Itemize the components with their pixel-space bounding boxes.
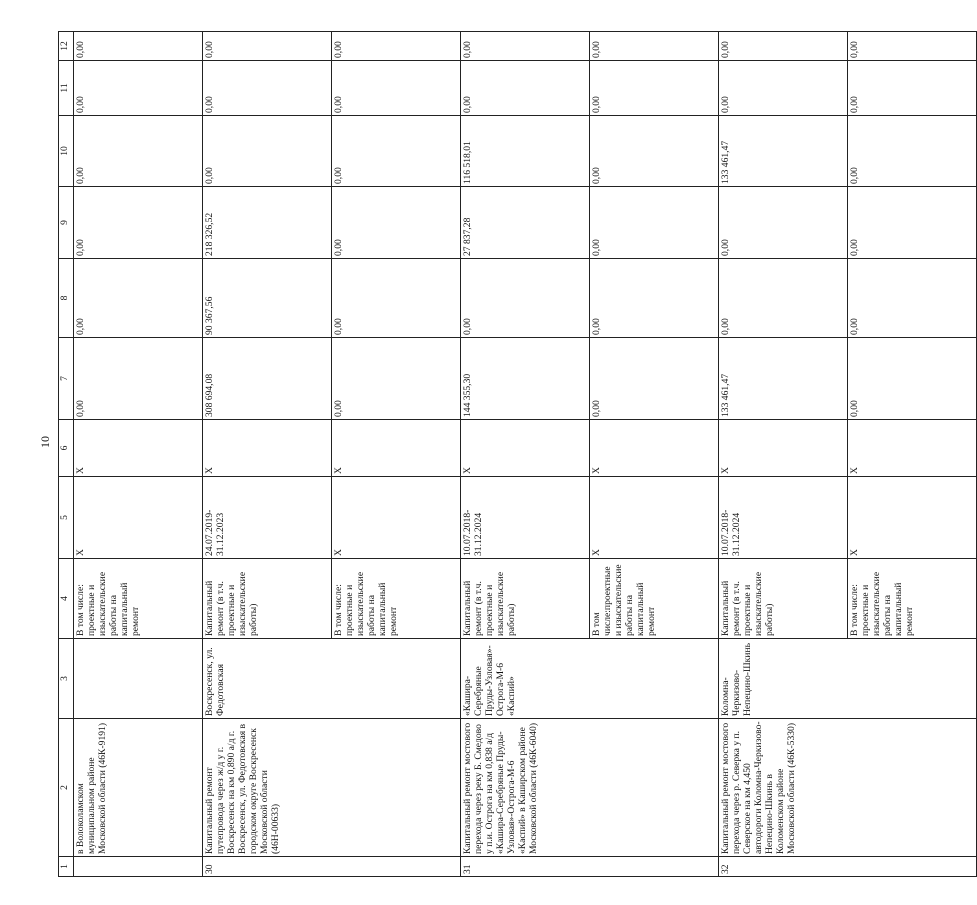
value-cell: 0,00: [74, 259, 203, 338]
value-cell: 0,00: [74, 187, 203, 259]
rotated-table-container: [58, 32, 915, 877]
header-cell: 10: [59, 116, 74, 187]
work-type-cell: В том числе: проектные и изыскательские работы на капитальный ремонт: [848, 559, 977, 639]
value-cell: 90 367,56: [203, 259, 332, 338]
header-cell: 3: [59, 639, 74, 719]
row-number-cell: 32: [719, 857, 977, 877]
table-row: [74, 32, 203, 877]
period-cell: X: [848, 477, 977, 559]
object-name-cell: Капитальный ремонт мостового перехода через реку Б. Смедово у п.и. Острога на км 0,838 а/д «Кашира-Серебряные Пруды-Узловая»-Острога-М-6 «Каспий» в Каширском районе Московской области (46К-6040): [461, 719, 719, 857]
page-number: 10: [38, 436, 52, 448]
value-cell: 0,00: [74, 116, 203, 187]
table-row: [203, 32, 332, 877]
value-cell: 0,00: [590, 259, 719, 338]
address-cell: [74, 639, 203, 719]
value-cell: 0,00: [461, 32, 590, 61]
header-cell: 4: [59, 559, 74, 639]
object-name-cell: Капитальный ремонт путепровода через ж/д у г. Воскресенск на км 0,890 а/д г. Воскресенск, ул. Федотовская в городском округе Воскресенск Московской области (46Н-00633): [203, 719, 461, 857]
work-type-cell: В том числе: проектные и изыскательские работы на капитальный ремонт: [332, 559, 461, 639]
table-row: [461, 32, 590, 877]
value-cell: 0,00: [590, 61, 719, 116]
value-cell: 0,00: [590, 338, 719, 420]
value-cell: 0,00: [74, 32, 203, 61]
work-type-cell: В том числе:проектные и изыскательские работы на капитальный ремонт: [590, 559, 719, 639]
value-cell: 0,00: [332, 187, 461, 259]
work-type-cell: Капитальный ремонт (в т.ч. проектные и изыскательские работы): [719, 559, 848, 639]
value-cell: 0,00: [332, 32, 461, 61]
value-cell: X: [203, 420, 332, 477]
value-cell: 27 837,28: [461, 187, 590, 259]
value-cell: 0,00: [203, 116, 332, 187]
header-cell: 6: [59, 420, 74, 477]
value-cell: 0,00: [848, 338, 977, 420]
row-number-cell: [74, 857, 203, 877]
work-type-cell: Капитальный ремонт (в т.ч. проектные и изыскательские работы): [461, 559, 590, 639]
value-cell: 0,00: [590, 116, 719, 187]
financing-table: [58, 31, 977, 877]
object-name-cell: в Волоколамском муниципальном районе Московской области (46К-9191): [74, 719, 203, 857]
value-cell: 0,00: [590, 187, 719, 259]
header-cell: 9: [59, 187, 74, 259]
value-cell: 0,00: [590, 32, 719, 61]
period-cell: X: [332, 477, 461, 559]
row-number-cell: 31: [461, 857, 719, 877]
value-cell: 218 326,52: [203, 187, 332, 259]
value-cell: 0,00: [719, 187, 848, 259]
value-cell: 0,00: [332, 338, 461, 420]
header-cell: 1: [59, 857, 74, 877]
value-cell: X: [719, 420, 848, 477]
value-cell: 144 355,30: [461, 338, 590, 420]
value-cell: X: [848, 420, 977, 477]
value-cell: 0,00: [848, 32, 977, 61]
value-cell: 133 461,47: [719, 338, 848, 420]
value-cell: 0,00: [848, 116, 977, 187]
value-cell: X: [461, 420, 590, 477]
value-cell: 0,00: [719, 32, 848, 61]
address-cell: Коломна-Черкизово-Непецино-Шкинь: [719, 639, 977, 719]
work-type-cell: Капитальный ремонт (в т.ч. проектные и изыскательские работы): [203, 559, 332, 639]
object-name-cell: Капитальный ремонт мостового перехода через р. Северка у п. Северское на км 4,450 автодороги Коломна-Черкизово-Непецино-Шкинь в Коломенском районе Московской области (46К-5330): [719, 719, 977, 857]
value-cell: 0,00: [332, 116, 461, 187]
header-cell: 12: [59, 32, 74, 61]
address-cell: «Кашира-Серебряные Пруды-Узловая»-Острога-М-6 «Каспий»: [461, 639, 719, 719]
row-number-cell: 30: [203, 857, 461, 877]
value-cell: 0,00: [332, 61, 461, 116]
value-cell: 308 694,08: [203, 338, 332, 420]
value-cell: 0,00: [332, 259, 461, 338]
value-cell: 0,00: [203, 32, 332, 61]
table-row: [719, 32, 848, 877]
period-cell: 10.07.2018-31.12.2024: [461, 477, 590, 559]
header-row: [59, 32, 74, 877]
value-cell: 0,00: [203, 61, 332, 116]
value-cell: 0,00: [719, 259, 848, 338]
value-cell: 0,00: [848, 187, 977, 259]
header-cell: 8: [59, 259, 74, 338]
period-cell: 10.07.2018-31.12.2024: [719, 477, 848, 559]
value-cell: 116 518,01: [461, 116, 590, 187]
address-cell: Воскресенск, ул. Федотовская: [203, 639, 461, 719]
value-cell: 0,00: [74, 61, 203, 116]
header-cell: 7: [59, 338, 74, 420]
value-cell: X: [332, 420, 461, 477]
period-cell: X: [590, 477, 719, 559]
work-type-cell: В том числе: проектные и изыскательские работы на капитальный ремонт: [74, 559, 203, 639]
header-cell: 5: [59, 477, 74, 559]
value-cell: 0,00: [848, 259, 977, 338]
value-cell: 0,00: [719, 61, 848, 116]
period-cell: X: [74, 477, 203, 559]
value-cell: 0,00: [74, 338, 203, 420]
period-cell: 24.07.2019-31.12.2023: [203, 477, 332, 559]
value-cell: 133 461,47: [719, 116, 848, 187]
value-cell: 0,00: [461, 259, 590, 338]
header-cell: 11: [59, 61, 74, 116]
value-cell: X: [74, 420, 203, 477]
value-cell: X: [590, 420, 719, 477]
value-cell: 0,00: [461, 61, 590, 116]
value-cell: 0,00: [848, 61, 977, 116]
header-cell: 2: [59, 719, 74, 857]
